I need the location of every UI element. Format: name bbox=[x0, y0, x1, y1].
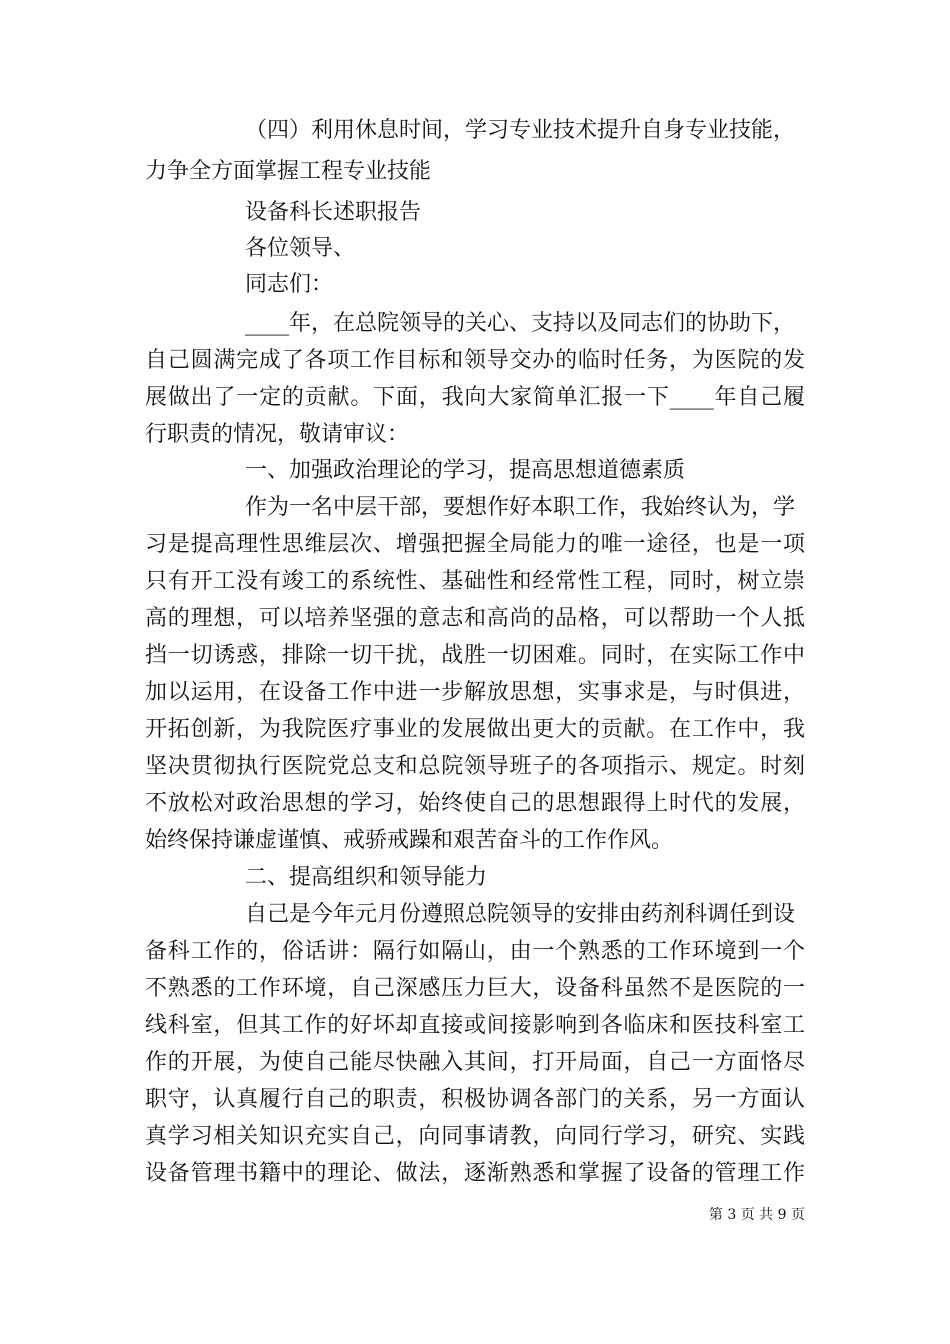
page-number: 第 3 页 共 9 页 bbox=[708, 1207, 805, 1223]
document-page: （四）利用休息时间，学习专业技术提升自身专业技能， 力争全方面掌握工程专业技能 设备科长述职报告 各位领导、 同志们： ____年，在总院领导的关心、支持以及同志们的协助下， 自己圆满完成了各项工作目标和领导交办的临时任务，为医院的发 展做出了一定的贡献。下面，我向大家简单汇报一下____年自己履 行职责的情况，敬请审议： 一、加强政治理论的学习，提高思想道德素质 作为一名中层干部，要想作好本职工作，我始终认为，学 习是提高理性思维层次、增强把握全局能力的唯一途径，也是一项 只有开工没有竣工的系统性、基础性和经常性工程，同时，树立崇 高的理想，可以培养坚强的意志和高尚的品格，可以帮助一个人抵 挡一切诱惑，排除一切干扰，战胜一切困难。同时，在实际工作中 加以运用，在设备工作中进一步解放思想，实事求是，与时俱进， 开拓创新，为我院医疗事业的发展做出更大的贡献。在工作中，我 坚决贯彻执行医院党总支和总院领导班子的各项指示、规定。时刻 不放松对政治思想的学习，始终使自己的思想跟得上时代的发展， 始终保持谦虚谨慎、戒骄戒躁和艰苦奋斗的工作作风。 二、提高组织和领导能力 自己是今年元月份遵照总院领导的安排由药剂科调任到设 备科工作的，俗话讲：隔行如隔山，由一个熟悉的工作环境到一个 不熟悉的工作环境，自己深感压力巨大，设备科虽然不是医院的一 线科室，但其工作的好坏却直接或间接影响到各临床和医技科室工 作的开展，为使自己能尽快融入其间，打开局面，自己一方面恪尽 职守，认真履行自己的职责，积极协调各部门的关系，另一方面认 真学习相关知识充实自己，向同事请教，向同行学习，研究、实践 设备管理书籍中的理论、做法，逐渐熟悉和掌握了设备的管理工作 第 3 页 共 9 页 bbox=[145, 118, 805, 1223]
